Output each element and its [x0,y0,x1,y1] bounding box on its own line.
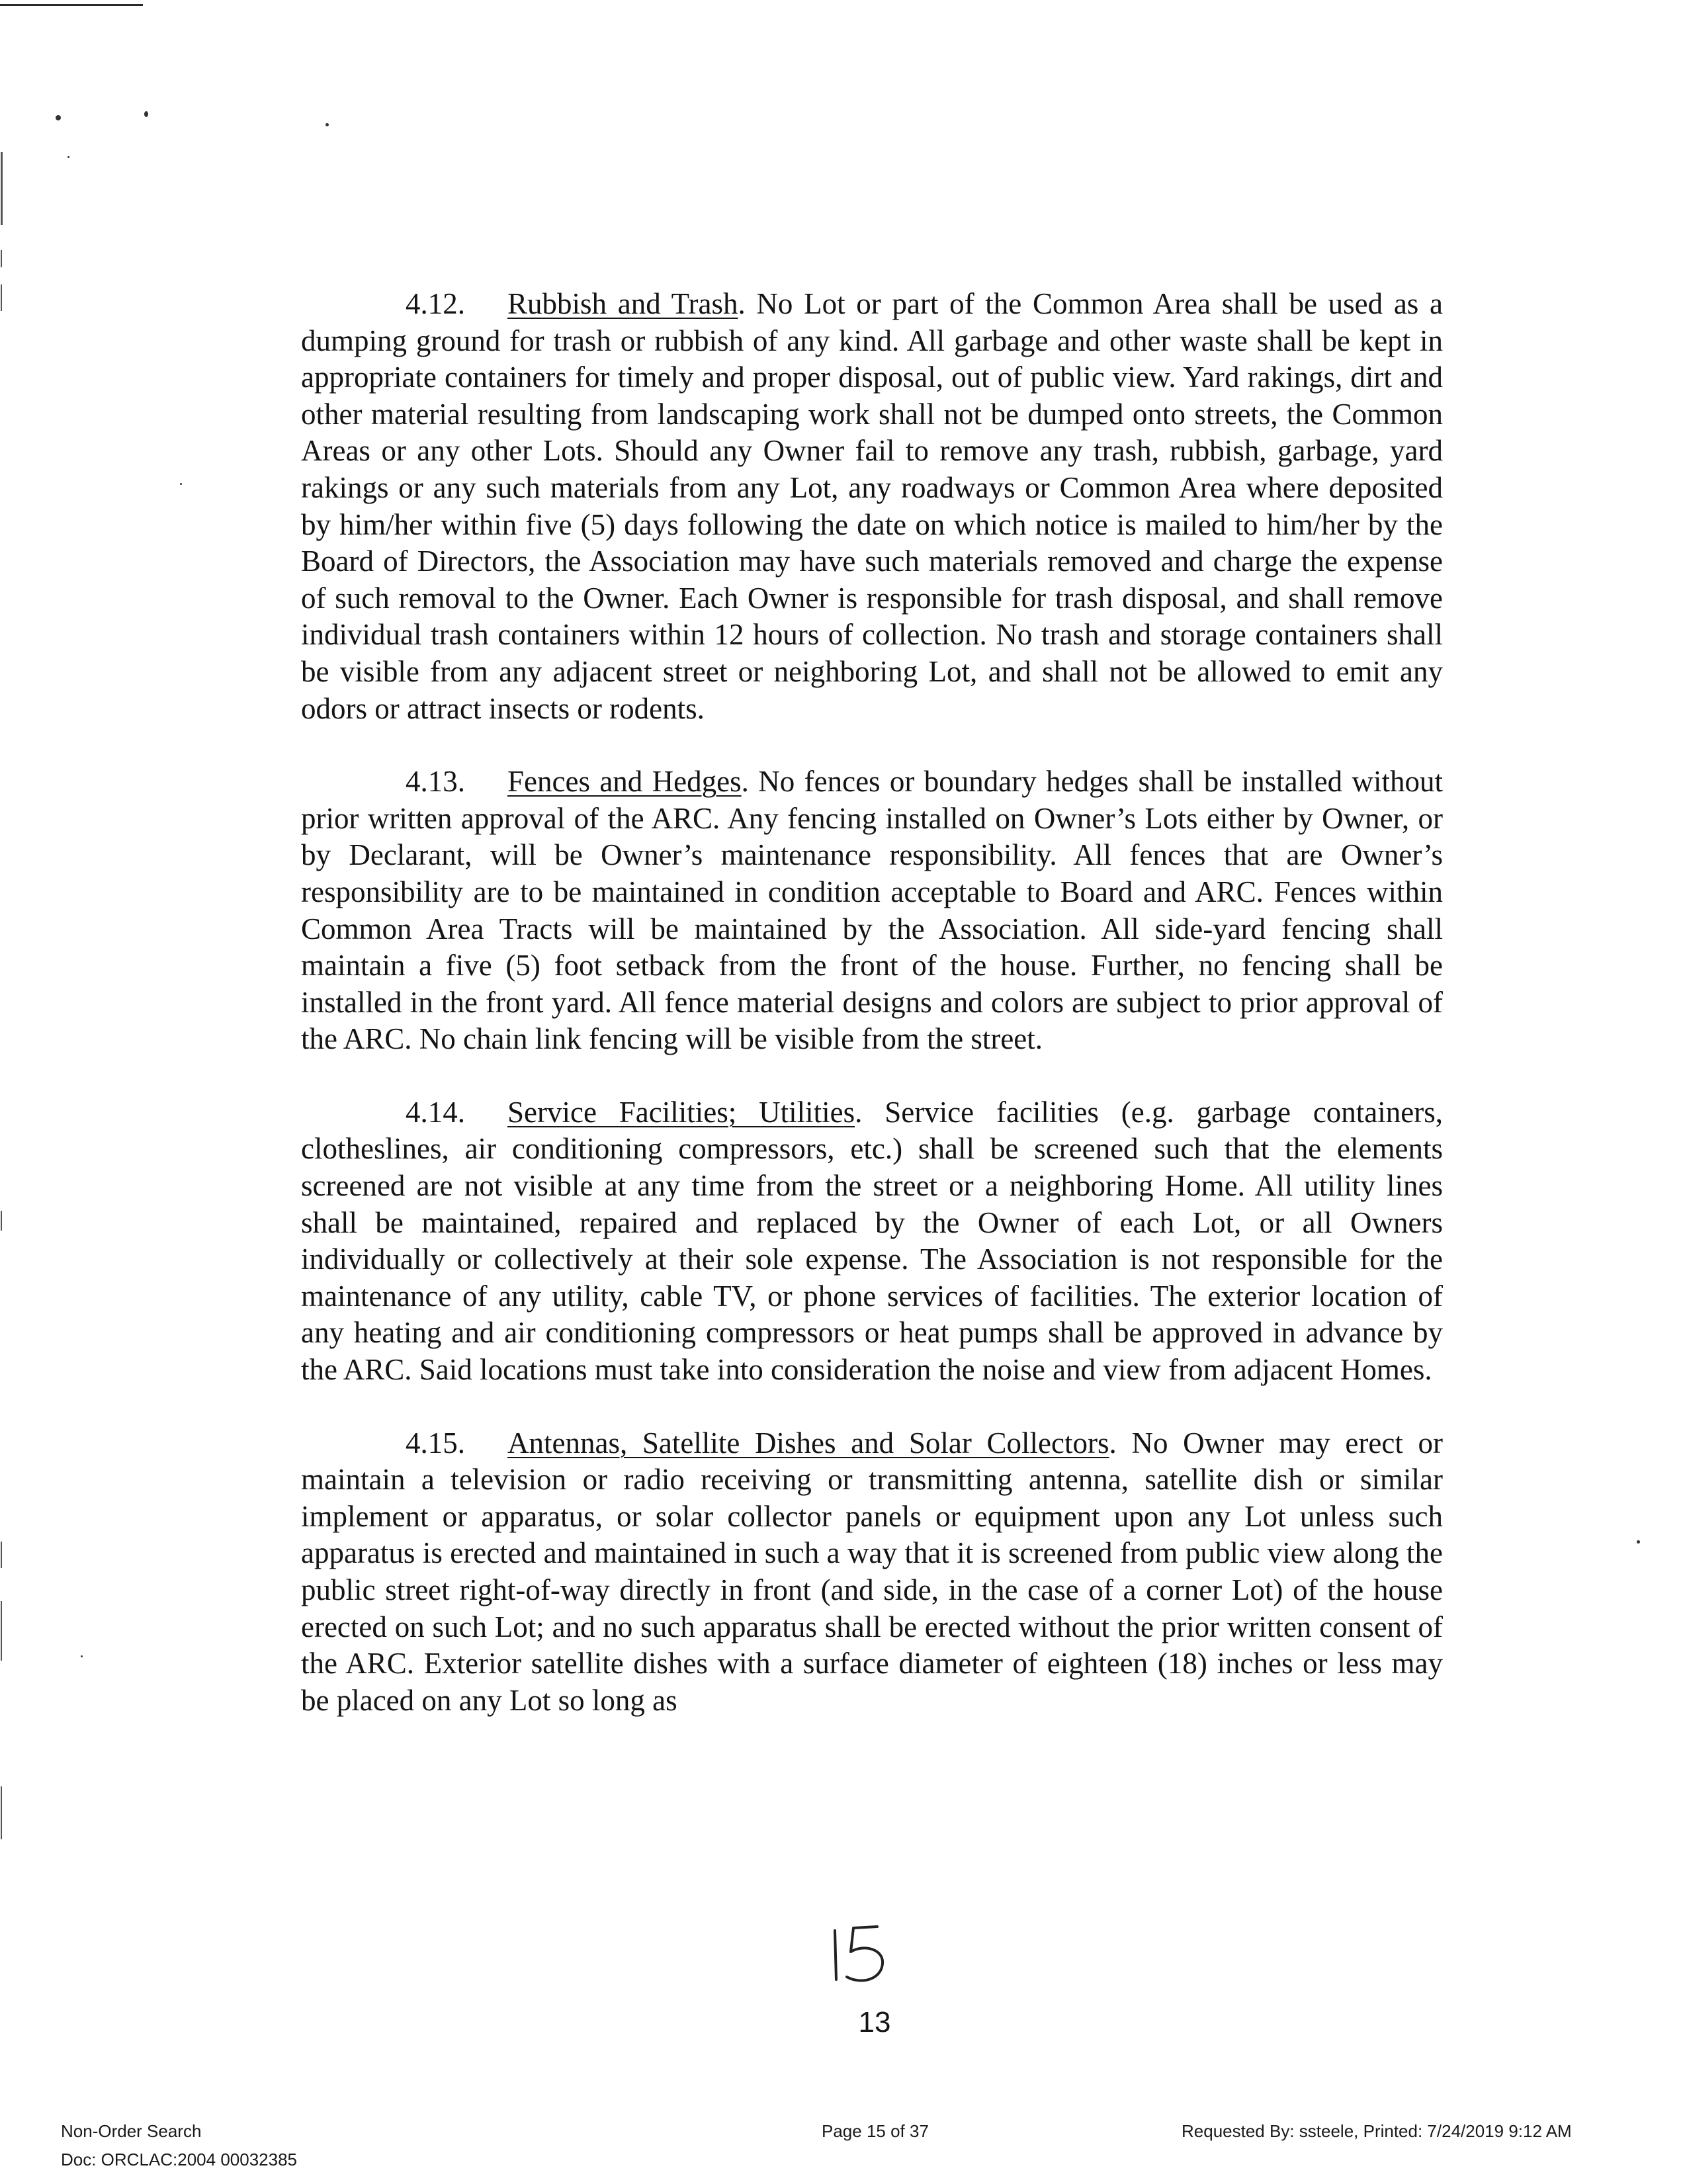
section-text: . No Lot or part of the Common Area shall be used as a dumping ground for trash or rubbish of any kind. All garbage and other waste shall be kept in appropriate containers for timely and proper disposal, out of public view. Yard rakings, dirt and other material resulting from landscaping work shall not be dumped onto streets, the Common Areas or any other Lots. Should any Owner fail to remove any trash, rubbish, garbage, yard rakings or any such materials from any Lot, any roadways or Common Area where deposited by him/her within five (5) days following the date on which notice is mailed to him/her by the Board of Directors, the Association may have such materials removed and charge the expense of such removal to the Owner. Each Owner is responsible for trash disposal, and shall remove individual trash containers within 12 hours of collection. No trash and storage containers shall be visible from any adjacent street or neighboring Lot, and shall not be allowed to emit any odors or attract insects or rodents. [301,287,1443,725]
scan-margin-mark [1,1601,2,1661]
scan-margin-mark [1,152,3,225]
footer-request-info: Requested By: ssteele, Printed: 7/24/2019 9:12 AM [1182,2121,1572,2141]
scan-speck [325,123,329,126]
section-heading: Antennas, Satellite Dishes and Solar Collectors [507,1426,1109,1460]
scan-speck [67,156,69,158]
scan-margin-mark [1,250,2,267]
section-number: 4.15. [406,1426,465,1460]
scan-speck [180,483,182,485]
document-body [301,286,1443,1755]
scan-speck [81,1655,83,1657]
scan-speck [56,115,61,120]
handwritten-page-mark [820,1919,900,1991]
top-rule [0,4,143,6]
page-number: 13 [858,2006,891,2038]
section-heading: Service Facilities; Utilities [507,1095,855,1129]
section-number: 4.12. [406,287,465,320]
section-heading: Rubbish and Trash [507,287,738,320]
section-4-12 [301,286,1443,727]
section-number: 4.13. [406,765,465,799]
section-text: . Service facilities (e.g. garbage containers, clotheslines, air conditioning compressors, etc.) shall be screened such that the elements screened are not visible at any time from the street or a neighboring Home. All utility lines shall be maintained, repaired and replaced by the Owner of each Lot, or all Owners individually or collectively at their sole expense. The Association is not responsible for the maintenance of any utility, cable TV, or phone services of facilities. The exterior location of any heating and air conditioning compressors or heat pumps shall be approved in advance by the ARC. Said locations must take into consideration the noise and view from adjacent Homes. [301,1095,1443,1387]
section-4-15 [301,1425,1443,1720]
scan-margin-mark [1,1211,2,1231]
section-text: . No fences or boundary hedges shall be installed without prior written approval of the ARC. Any fencing installed on Owner’s Lots either by Owner, or by Declarant, will be Owner’s maintenance responsibility. All fences that are Owner’s responsibility are to be maintained in condition acceptable to Board and ARC. Fences within Common Area Tracts will be maintained by the Association. All side-yard fencing shall maintain a five (5) foot setback from the front of the house. Further, no fencing shall be installed in the front yard. All fence material designs and colors are subject to prior approval of the ARC. No chain link fencing will be visible from the street. [301,765,1443,1056]
footer-search-type: Non-Order Search [61,2121,202,2141]
footer-document-id: Doc: ORCLAC:2004 00032385 [61,2150,298,2169]
section-heading: Fences and Hedges [507,765,742,799]
section-text: . No Owner may erect or maintain a television or radio receiving or transmitting antenna, satellite dish or similar implement or apparatus, or solar collector panels or equipment upon any Lot unless such apparatus is erected and maintained in such a way that it is screened from public view along the public street right-of-way directly in front (and side, in the case of a corner Lot) of the house erected on such Lot; and no such apparatus shall be erected without the prior written consent of the ARC. Exterior satellite dishes with a surface diameter of eighteen (18) inches or less may be placed on any Lot so long as [301,1426,1443,1717]
section-4-14 [301,1094,1443,1389]
section-4-13 [301,764,1443,1058]
scan-margin-mark [1,284,2,311]
scan-margin-mark [1,1786,2,1839]
scan-speck [1637,1540,1640,1544]
scan-speck [144,111,148,117]
footer-page-count: Page 15 of 37 [822,2121,929,2141]
section-number: 4.14. [406,1095,465,1129]
scan-margin-mark [1,1542,2,1568]
